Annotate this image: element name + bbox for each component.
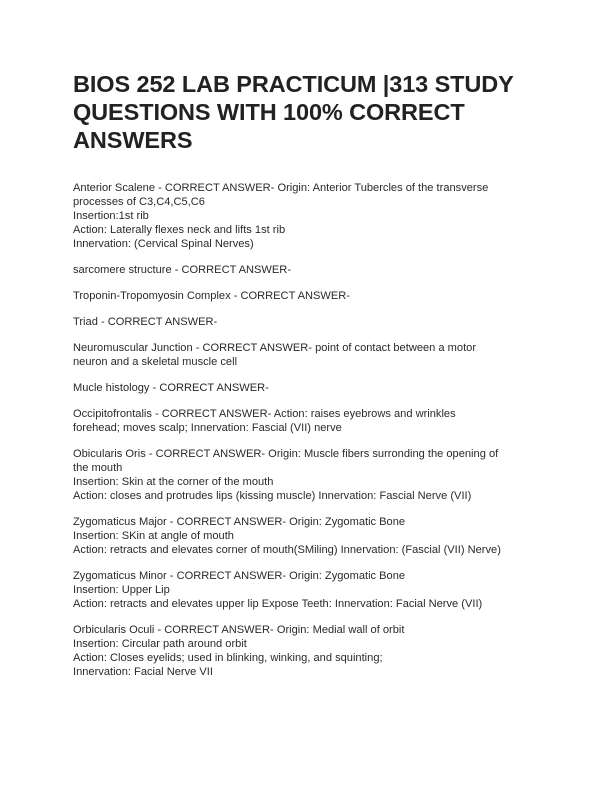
- qa-line: Troponin-Tropomyosin Complex - CORRECT ANSWER-: [73, 290, 350, 302]
- qa-line: Insertion: SKin at angle of mouth: [73, 530, 234, 542]
- title-line: ANSWERS: [73, 127, 193, 153]
- qa-line: neuron and a skeletal muscle cell: [73, 356, 238, 368]
- document-title: [73, 70, 543, 154]
- qa-line: Action: Closes eyelids; used in blinking, winking, and squinting;: [73, 652, 383, 664]
- qa-entry: [73, 341, 543, 369]
- title-line: BIOS 252 LAB PRACTICUM |313 STUDY: [73, 71, 514, 97]
- qa-line: Action: retracts and elevates corner of mouth(SMiling) Innervation: (Fascial (VII) Nerve): [73, 544, 501, 556]
- qa-line: Insertion: Skin at the corner of the mouth: [73, 476, 274, 488]
- document-body: [73, 181, 543, 691]
- qa-entry: [73, 181, 543, 251]
- qa-line: the mouth: [73, 462, 123, 474]
- qa-line: forehead; moves scalp; Innervation: Fascial (VII) nerve: [73, 422, 342, 434]
- qa-entry: [73, 381, 543, 395]
- qa-line: Anterior Scalene - CORRECT ANSWER- Origin: Anterior Tubercles of the transverse: [73, 182, 489, 194]
- qa-entry: [73, 315, 543, 329]
- qa-entry: [73, 623, 543, 679]
- qa-line: Insertion: Circular path around orbit: [73, 638, 247, 650]
- qa-line: sarcomere structure - CORRECT ANSWER-: [73, 264, 292, 276]
- title-line: QUESTIONS WITH 100% CORRECT: [73, 99, 465, 125]
- qa-entry: [73, 263, 543, 277]
- qa-entry: [73, 289, 543, 303]
- qa-entry: [73, 447, 543, 503]
- qa-line: processes of C3,C4,C5,C6: [73, 196, 205, 208]
- qa-line: Orbicularis Oculi - CORRECT ANSWER- Origin: Medial wall of orbit: [73, 624, 405, 636]
- qa-entry: [73, 569, 543, 611]
- qa-line: Occipitofrontalis - CORRECT ANSWER- Action: raises eyebrows and wrinkles: [73, 408, 456, 420]
- qa-line: Innervation: Facial Nerve VII: [73, 666, 213, 678]
- qa-line: Zygomaticus Major - CORRECT ANSWER- Origin: Zygomatic Bone: [73, 516, 406, 528]
- qa-entry: [73, 407, 543, 435]
- qa-line: Insertion: Upper Lip: [73, 584, 170, 596]
- qa-line: Insertion:1st rib: [73, 210, 149, 222]
- qa-line: Action: retracts and elevates upper lip Expose Teeth: Innervation: Facial Nerve (VII): [73, 598, 483, 610]
- qa-line: Neuromuscular Junction - CORRECT ANSWER- point of contact between a motor: [73, 342, 477, 354]
- qa-line: Action: closes and protrudes lips (kissing muscle) Innervation: Fascial Nerve (VII): [73, 490, 472, 502]
- qa-line: Mucle histology - CORRECT ANSWER-: [73, 382, 269, 394]
- qa-line: Obicularis Oris - CORRECT ANSWER- Origin: Muscle fibers surronding the opening of: [73, 448, 499, 460]
- qa-line: Innervation: (Cervical Spinal Nerves): [73, 238, 254, 250]
- qa-line: Zygomaticus Minor - CORRECT ANSWER- Origin: Zygomatic Bone: [73, 570, 406, 582]
- qa-line: Action: Laterally flexes neck and lifts 1st rib: [73, 224, 286, 236]
- qa-entry: [73, 515, 543, 557]
- qa-line: Triad - CORRECT ANSWER-: [73, 316, 218, 328]
